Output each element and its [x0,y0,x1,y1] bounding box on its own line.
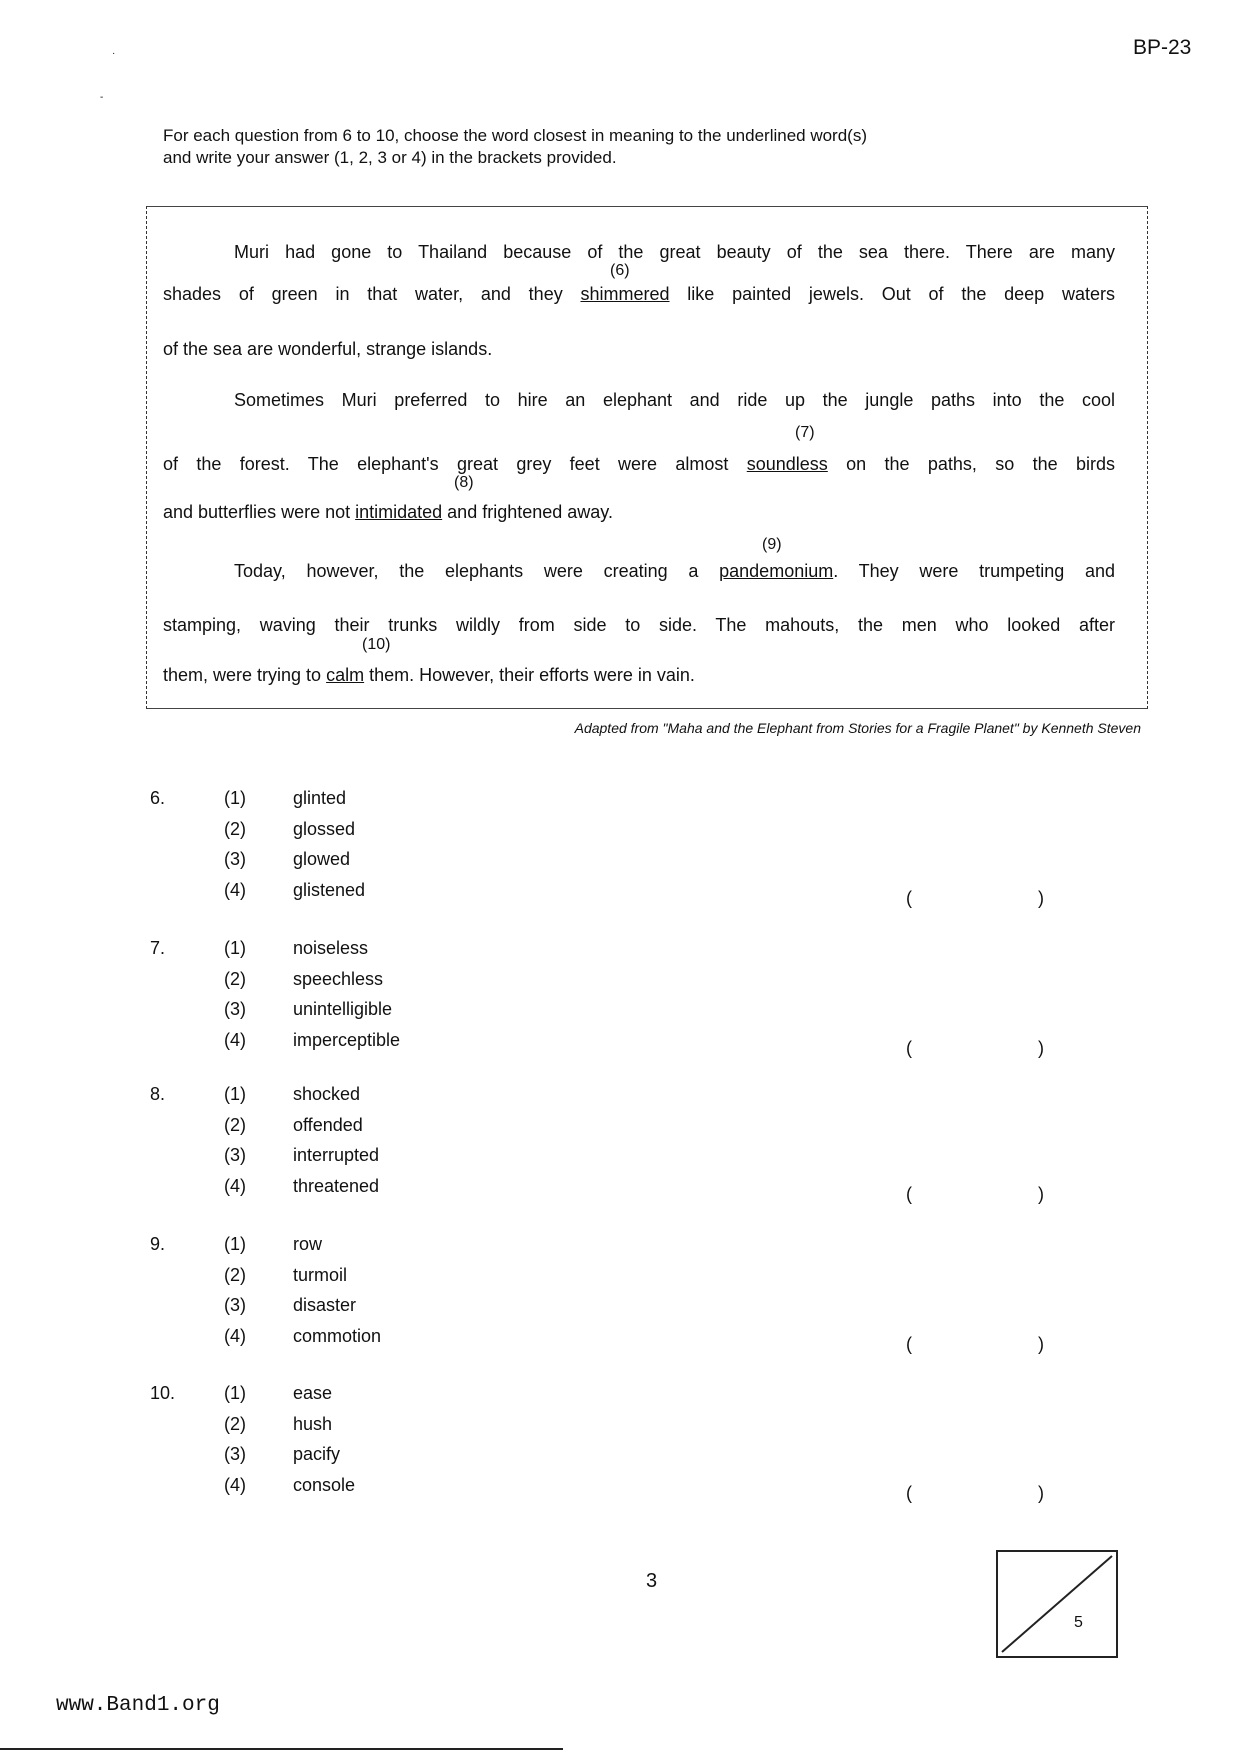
option-number: (4) [224,1325,246,1346]
option-number: (3) [224,849,246,869]
option-text: turmoil [293,1264,348,1285]
option-number: (1) [224,788,246,808]
option-number: (1) [224,1383,246,1403]
stray-mark: - [100,92,104,103]
option-text: shocked [293,1084,361,1104]
question-marker: (9) [762,536,782,553]
option-text: disaster [293,1295,357,1315]
answer-bracket[interactable] [906,1334,1048,1358]
bracket-open: ( [906,1334,912,1354]
option-text: offended [293,1114,363,1135]
instruction-line: and write your answer (1, 2, 3 or 4) in the brackets provided. [163,148,617,167]
option-number: (3) [224,1295,246,1315]
stray-mark: · [112,48,116,59]
score-box [996,1550,1118,1658]
passage-text: stamping, waving their trunks wildly from side to side. The mahouts, the men who looked after [163,615,1115,635]
option-text: noiseless [293,938,369,958]
option-text: glowed [293,849,351,869]
underlined-word: calm [326,665,365,685]
passage-text: on the paths, so the birds [827,454,1115,474]
option-text: glinted [293,788,347,808]
passage-text: Today, however, the elephants were creating a [234,561,720,581]
option-text: unintelligible [293,999,393,1019]
option-number: (1) [224,938,246,958]
option-text: glossed [293,818,356,839]
option-number: (3) [224,999,246,1019]
passage-line [163,284,1115,305]
option-text: imperceptible [293,1029,401,1050]
option-number: (1) [224,1234,246,1254]
instruction-line: For each question from 6 to 10, choose the word closest in meaning to the underlined word(s) [163,126,867,145]
bracket-open: ( [906,888,912,908]
passage-text: of the sea are wonderful, strange islands. [163,339,493,359]
passage-text: and butterflies were not [163,502,356,522]
underlined-word: soundless [746,454,828,474]
option-text: threatened [293,1175,380,1196]
bracket-open: ( [906,1184,912,1204]
passage-line [234,390,1115,411]
passage-text: like painted jewels. Out of the deep waters [669,284,1115,304]
passage-line [163,665,695,686]
page-code: BP-23 [1133,36,1192,59]
underlined-word: shimmered [580,284,670,304]
option-text: row [293,1234,323,1254]
option-number: (2) [224,1114,246,1135]
option-text: pacify [293,1444,341,1464]
option-text: ease [293,1383,333,1403]
underlined-word: pandemonium [719,561,834,581]
passage-text: shades of green in that water, and they [163,284,581,304]
citation: Adapted from "Maha and the Elephant from Stories for a Fragile Planet" by Kenneth Steven [574,720,1141,736]
bracket-open: ( [906,1483,912,1503]
option-number: (4) [224,879,246,900]
option-text: speechless [293,968,384,989]
option-text: glistened [293,879,366,900]
passage-text: . They were trumpeting and [833,561,1115,581]
passage-line [163,339,492,360]
question-marker: (10) [362,636,391,653]
bracket-close: ) [1038,1184,1044,1204]
question-number: 7. [150,938,166,958]
answer-bracket[interactable] [906,1038,1048,1062]
option-number: (2) [224,1264,246,1285]
passage-line [163,454,1115,475]
question-marker: (8) [454,474,474,491]
passage-text: of the forest. The elephant's great grey feet were almost [163,454,747,474]
question-number: 10. [150,1383,176,1403]
passage-line [163,502,613,523]
option-text: hush [293,1413,333,1434]
passage-line [163,615,1115,636]
page-number: 3 [646,1570,658,1592]
score-value: 5 [1074,1614,1083,1631]
bracket-close: ) [1038,888,1044,908]
option-text: commotion [293,1325,382,1346]
bracket-close: ) [1038,1038,1044,1058]
question-marker: (6) [610,262,630,279]
option-number: (4) [224,1029,246,1050]
question-number: 6. [150,788,166,808]
diagonal-line [998,1552,1116,1656]
watermark: www.Band1.org [56,1694,220,1717]
option-number: (4) [224,1175,246,1196]
option-number: (2) [224,968,246,989]
question-marker: (7) [795,424,815,441]
passage-text: them, were trying to [163,665,327,685]
underlined-word: intimidated [355,502,443,522]
answer-bracket[interactable] [906,888,1048,912]
option-number: (2) [224,1413,246,1434]
bracket-open: ( [906,1038,912,1058]
passage-text: Sometimes Muri preferred to hire an elephant and ride up the jungle paths into the cool [234,390,1115,410]
option-number: (3) [224,1444,246,1464]
question-number: 9. [150,1234,166,1254]
bracket-close: ) [1038,1483,1044,1503]
question-number: 8. [150,1084,166,1104]
passage-line [234,242,1115,263]
passage-text: Muri had gone to Thailand because of the great beauty of the sea there. There are many [234,242,1115,262]
passage-text: and frightened away. [442,502,613,522]
bottom-rule [0,1748,563,1750]
option-text: interrupted [293,1145,380,1165]
answer-bracket[interactable] [906,1184,1048,1208]
option-number: (3) [224,1145,246,1165]
answer-bracket[interactable] [906,1483,1048,1507]
option-text: console [293,1474,356,1495]
passage-line [234,561,1115,582]
option-number: (2) [224,818,246,839]
bracket-close: ) [1038,1334,1044,1354]
option-number: (4) [224,1474,246,1495]
option-number: (1) [224,1084,246,1104]
passage-text: them. However, their efforts were in vain. [364,665,695,685]
